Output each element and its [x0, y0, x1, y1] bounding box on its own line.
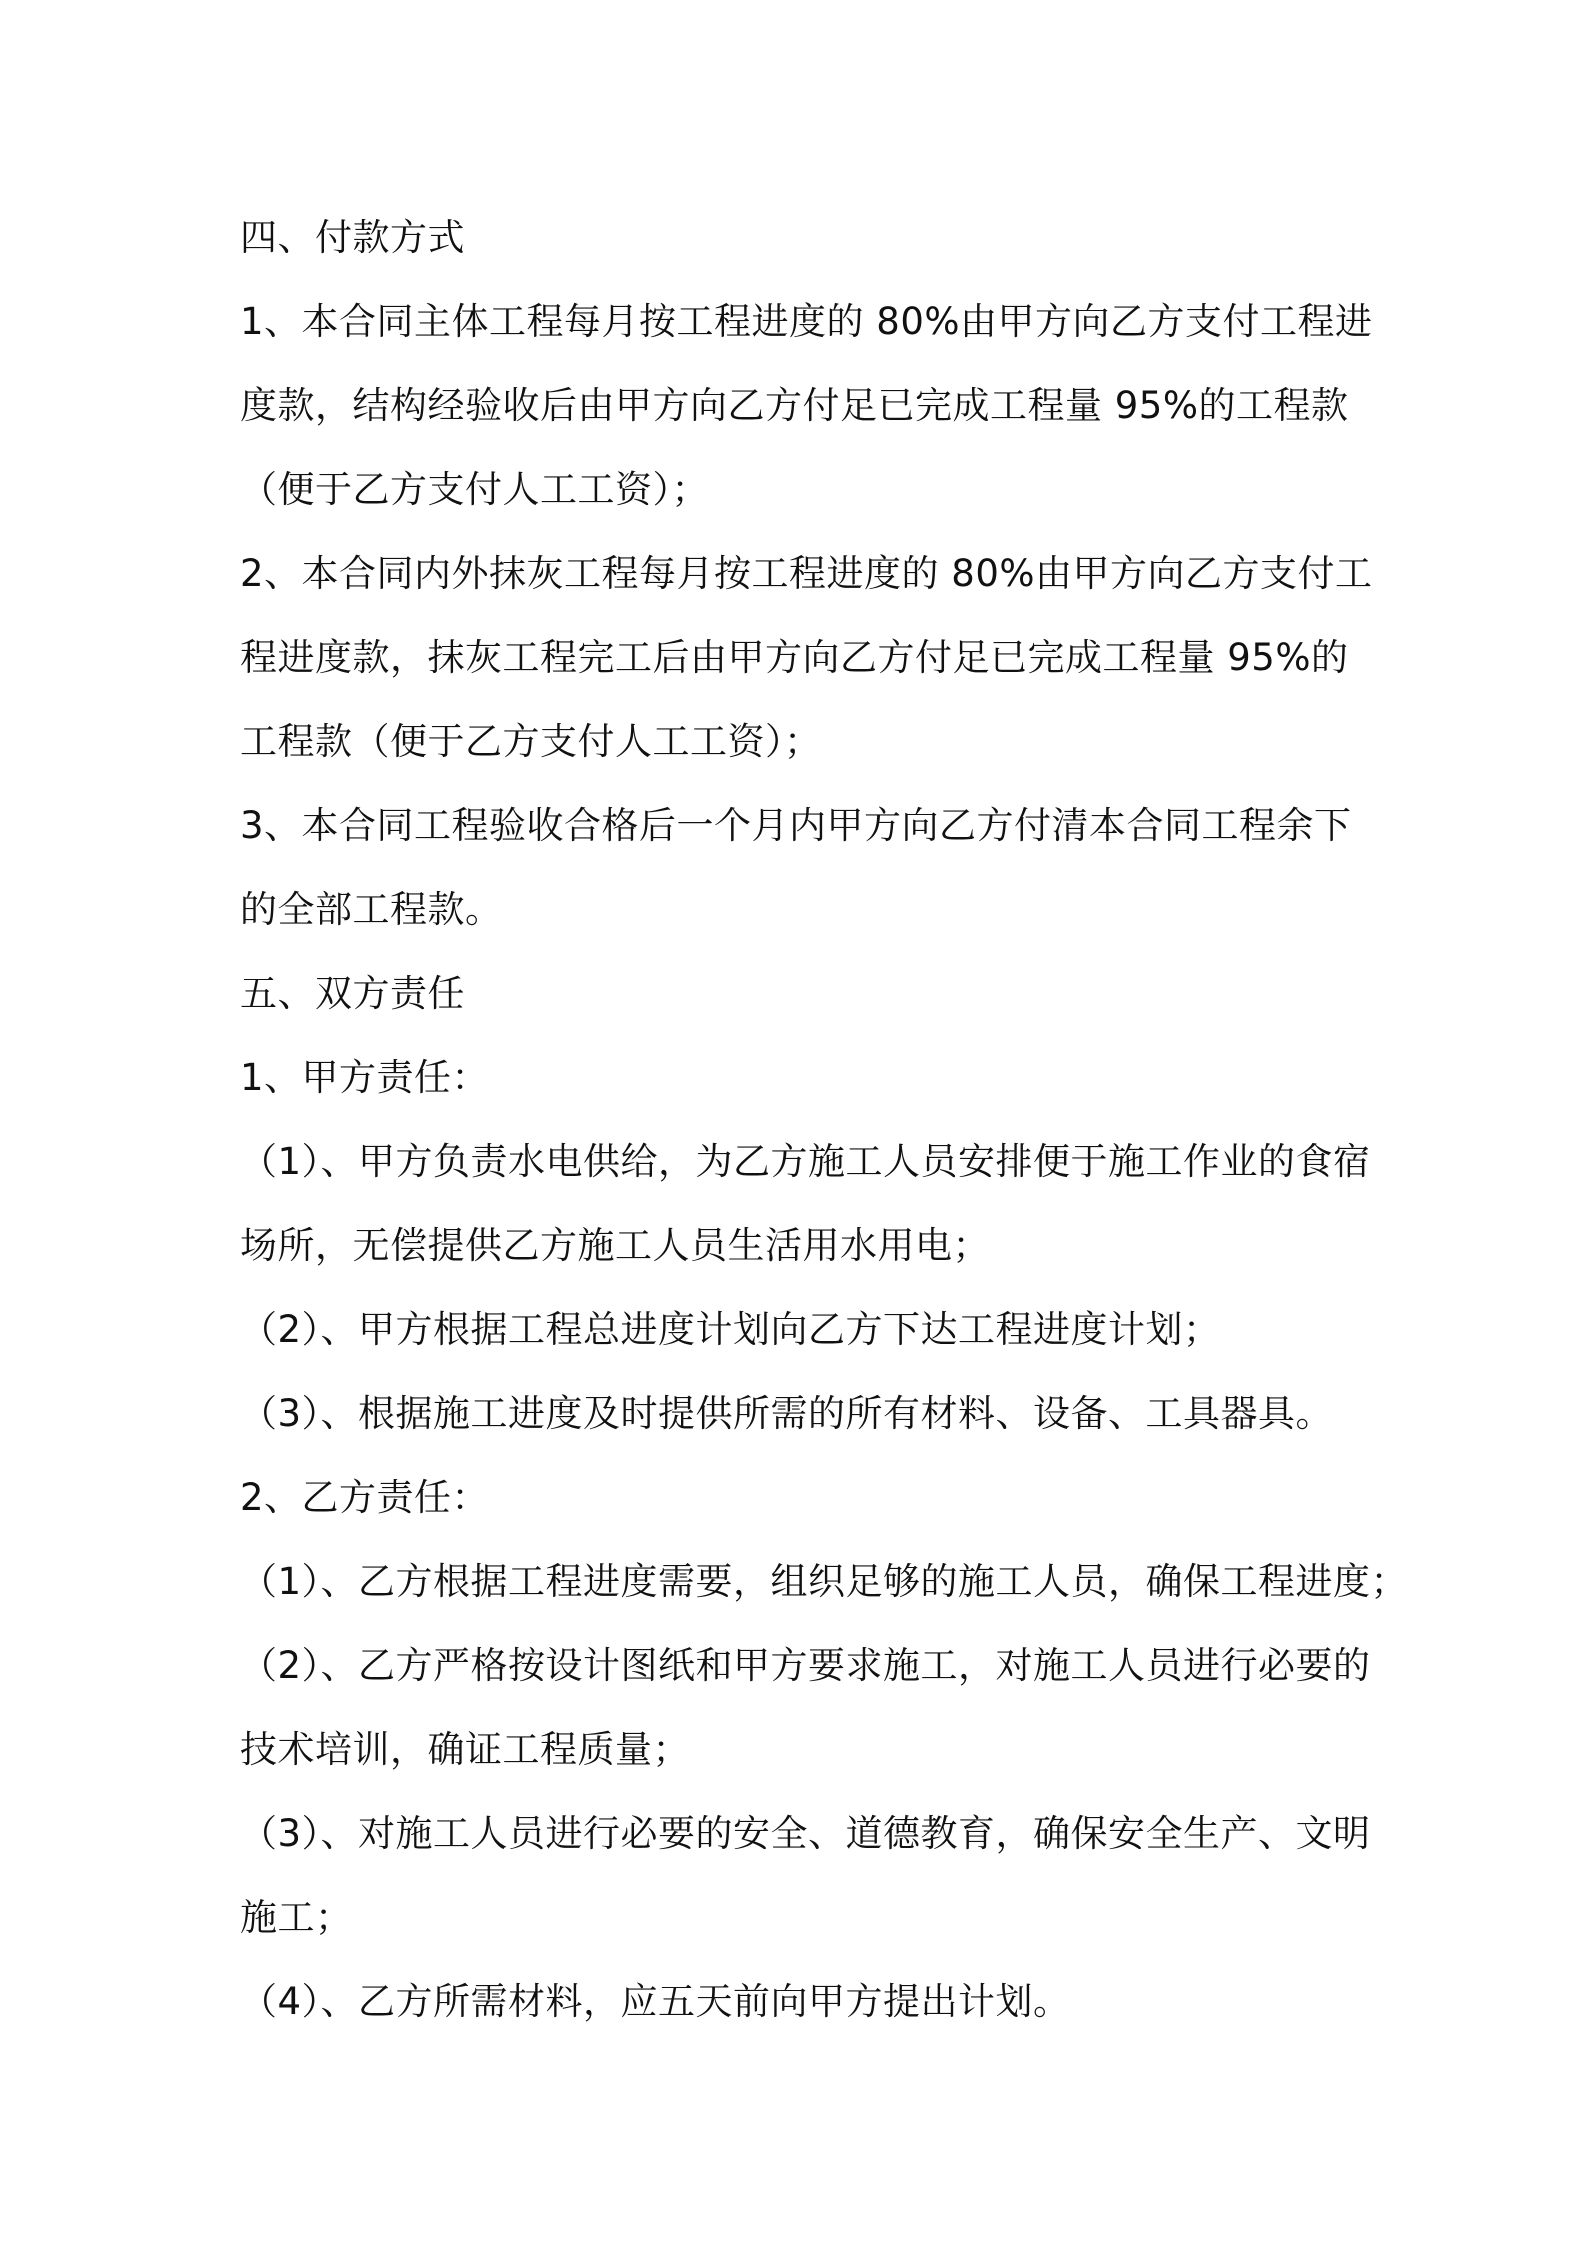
text-line: （3）、对施工人员进行必要的安全、道德教育，确保安全生产、文明 — [240, 1812, 1371, 1855]
section-heading-responsibilities: 五、双方责任 — [240, 972, 465, 1015]
subheading-party-b: 2、乙方责任： — [240, 1476, 490, 1519]
text-line: 3、本合同工程验收合格后一个月内甲方向乙方付清本合同工程余下 — [240, 804, 1352, 847]
text-line: 施工； — [240, 1896, 353, 1939]
text-line: 2、本合同内外抹灰工程每月按工程进度的 80%由甲方向乙方支付工 — [240, 552, 1373, 595]
text-line: （3）、根据施工进度及时提供所需的所有材料、设备、工具器具。 — [240, 1392, 1334, 1435]
text-line: 1、本合同主体工程每月按工程进度的 80%由甲方向乙方支付工程进 — [240, 300, 1373, 343]
text-line: 度款，结构经验收后由甲方向乙方付足已完成工程量 95%的工程款 — [240, 384, 1349, 427]
text-line: 场所，无偿提供乙方施工人员生活用水用电； — [240, 1224, 990, 1267]
text-line: 程进度款，抹灰工程完工后由甲方向乙方付足已完成工程量 95%的 — [240, 636, 1349, 679]
text-line: （1）、甲方负责水电供给，为乙方施工人员安排便于施工作业的食宿 — [240, 1140, 1371, 1183]
text-line: 工程款（便于乙方支付人工工资）； — [240, 720, 822, 763]
text-line: （1）、乙方根据工程进度需要，组织足够的施工人员，确保工程进度； — [240, 1560, 1409, 1603]
subheading-party-a: 1、甲方责任： — [240, 1056, 490, 1099]
text-line: 技术培训，确证工程质量； — [240, 1728, 690, 1771]
text-line: （2）、乙方严格按设计图纸和甲方要求施工，对施工人员进行必要的 — [240, 1644, 1371, 1687]
document-body — [240, 196, 1409, 2044]
text-line: （2）、甲方根据工程总进度计划向乙方下达工程进度计划； — [240, 1308, 1221, 1351]
section-heading-payment: 四、付款方式 — [240, 216, 465, 259]
text-line: （4）、乙方所需材料，应五天前向甲方提出计划。 — [240, 1980, 1071, 2023]
text-line: 的全部工程款。 — [240, 888, 503, 931]
text-line: （便于乙方支付人工工资）； — [240, 468, 709, 511]
